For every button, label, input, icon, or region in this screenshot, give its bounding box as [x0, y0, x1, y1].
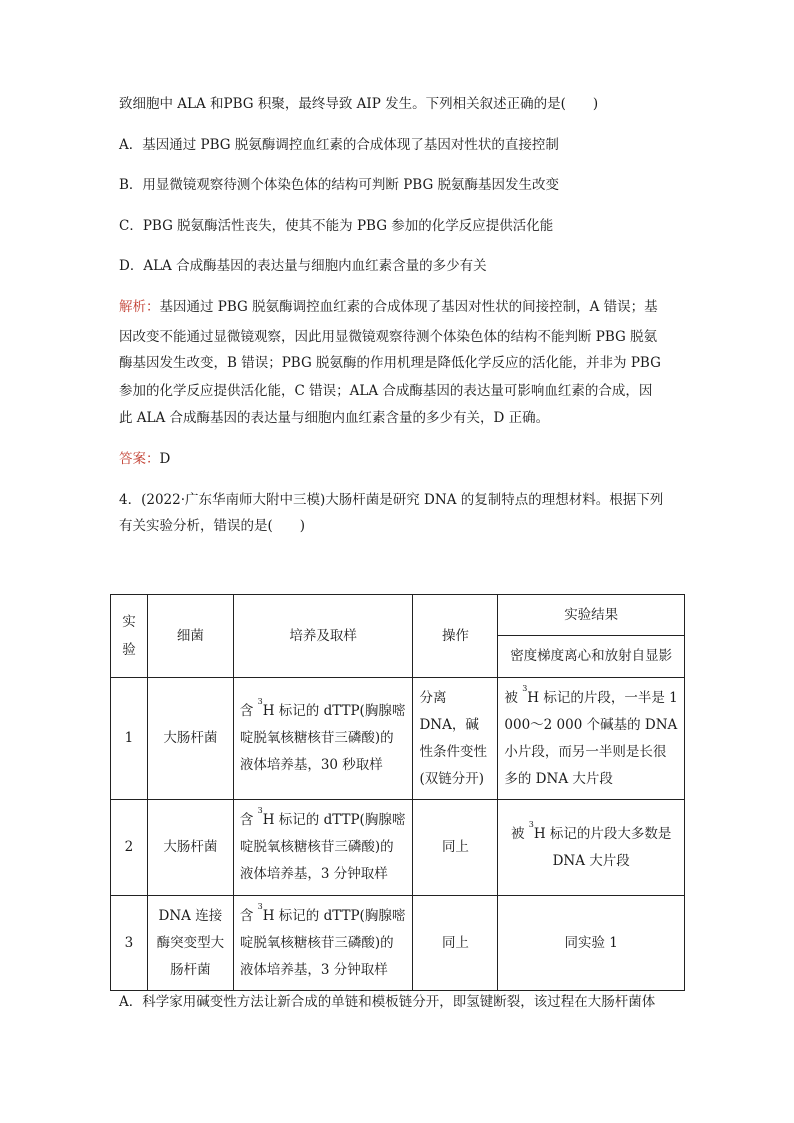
answer-label: 答案：	[119, 451, 160, 467]
row-1-num: 1	[111, 678, 148, 800]
row-2-result-text: H 标记的片段大多数是 DNA 大片段	[533, 825, 672, 869]
row-1-result-text: H 标记的片段，一半是 1 000～2 000 个碱基的 DNA 小片段，而另一半则是长很多的 DNA 大片段	[504, 689, 678, 787]
row-2-culture-prefix: 含	[239, 812, 258, 828]
option-d: D．ALA 合成酶基因的表达量与细胞内血红素含量的多少有关	[119, 258, 487, 274]
row-3-operation: 同上	[413, 896, 498, 991]
row-1-culture	[233, 678, 413, 800]
answer-value: D	[159, 451, 171, 467]
experiment-table	[110, 594, 685, 991]
row-1-bacteria: 大肠杆菌	[147, 678, 233, 800]
answer-line	[119, 449, 170, 469]
analysis-label: 解析：	[119, 299, 160, 315]
header-result: 实验结果	[498, 595, 685, 636]
row-2-result-prefix: 被	[510, 825, 529, 842]
analysis-line-5: 此 ALA 合成酶基因的表达量与细胞内血红素含量的多少有关，D 正确。	[119, 410, 550, 426]
header-exp: 实 验	[111, 595, 148, 678]
header-result-sub: 密度梯度离心和放射自显影	[498, 636, 685, 678]
row-1-culture-sup: 3	[257, 697, 263, 706]
row-1-result-prefix: 被	[504, 689, 523, 706]
row-1-result	[498, 678, 685, 800]
row-2-bacteria: 大肠杆菌	[147, 800, 233, 896]
question4-stem-line-2: 有关实验分析，错误的是( )	[119, 518, 306, 534]
row-3-culture-text: H 标记的 dTTP(胸腺嘧啶脱氧核糖核苷三磷酸)的液体培养基，3 分钟取样	[239, 907, 406, 978]
analysis-line-2: 因改变不能通过显微镜观察，因此用显微镜观察待测个体染色体的结构不能判断 PBG 脱氨	[119, 329, 658, 345]
option-c: C．PBG 脱氨酶活性丧失，使其不能为 PBG 参加的化学反应提供活化能	[119, 218, 554, 234]
row-1-culture-text: H 标记的 dTTP(胸腺嘧啶脱氧核糖核苷三磷酸)的液体培养基，30 秒取样	[239, 703, 406, 773]
row-2-operation: 同上	[413, 800, 498, 896]
row-2-culture-text: H 标记的 dTTP(胸腺嘧啶脱氧核糖核苷三磷酸)的液体培养基，3 分钟取样	[239, 812, 406, 882]
analysis-line-3: 酶基因发生改变，B 错误；PBG 脱氨酶的作用机理是降低化学反应的活化能，并非为 PBG	[119, 355, 661, 371]
header-operation: 操作	[413, 595, 498, 678]
header-bacteria: 细菌	[147, 595, 233, 678]
row-3-result: 同实验 1	[498, 896, 685, 991]
row-1-result-sup: 3	[522, 683, 528, 693]
row-2-result	[498, 800, 685, 896]
question3-stem-continuation: 致细胞中 ALA 和PBG 积聚，最终导致 AIP 发生。下列相关叙述正确的是( )	[119, 96, 599, 112]
row-1-operation: 分离 DNA，碱性条件变性(双链分开)	[413, 678, 498, 800]
question4-stem-line-1: 4．(2022·广东华南师大附中三模)大肠杆菌是研究 DNA 的复制特点的理想材料。根据下列	[119, 492, 664, 508]
analysis-line-4: 参加的化学反应提供活化能，C 错误；ALA 合成酶基因的表达量可影响血红素的合成，因	[119, 383, 653, 399]
question4-option-a: A．科学家用碱变性方法让新合成的单链和模板链分开，即氢键断裂，该过程在大肠杆菌体	[119, 994, 656, 1010]
row-3-culture-prefix: 含	[239, 907, 258, 924]
row-2-culture-sup: 3	[257, 806, 263, 815]
analysis-text: 基因通过 PBG 脱氨酶调控血红素的合成体现了基因对性状的间接控制，A 错误；基	[159, 299, 658, 315]
option-a: A．基因通过 PBG 脱氨酶调控血红素的合成体现了基因对性状的直接控制	[119, 137, 559, 153]
row-3-culture-sup: 3	[257, 901, 263, 911]
row-1-culture-prefix: 含	[239, 703, 258, 719]
row-2-result-sup: 3	[528, 819, 534, 829]
header-culture: 培养及取样	[233, 595, 413, 678]
analysis-line-1	[119, 297, 658, 317]
row-3-bacteria: DNA 连接酶突变型大肠杆菌	[147, 896, 233, 991]
row-3-num: 3	[111, 896, 148, 991]
row-3-culture	[233, 896, 413, 991]
row-2-num: 2	[111, 800, 148, 896]
option-b: B．用显微镜观察待测个体染色体的结构可判断 PBG 脱氨酶基因发生改变	[119, 177, 560, 193]
row-2-culture	[233, 800, 413, 896]
